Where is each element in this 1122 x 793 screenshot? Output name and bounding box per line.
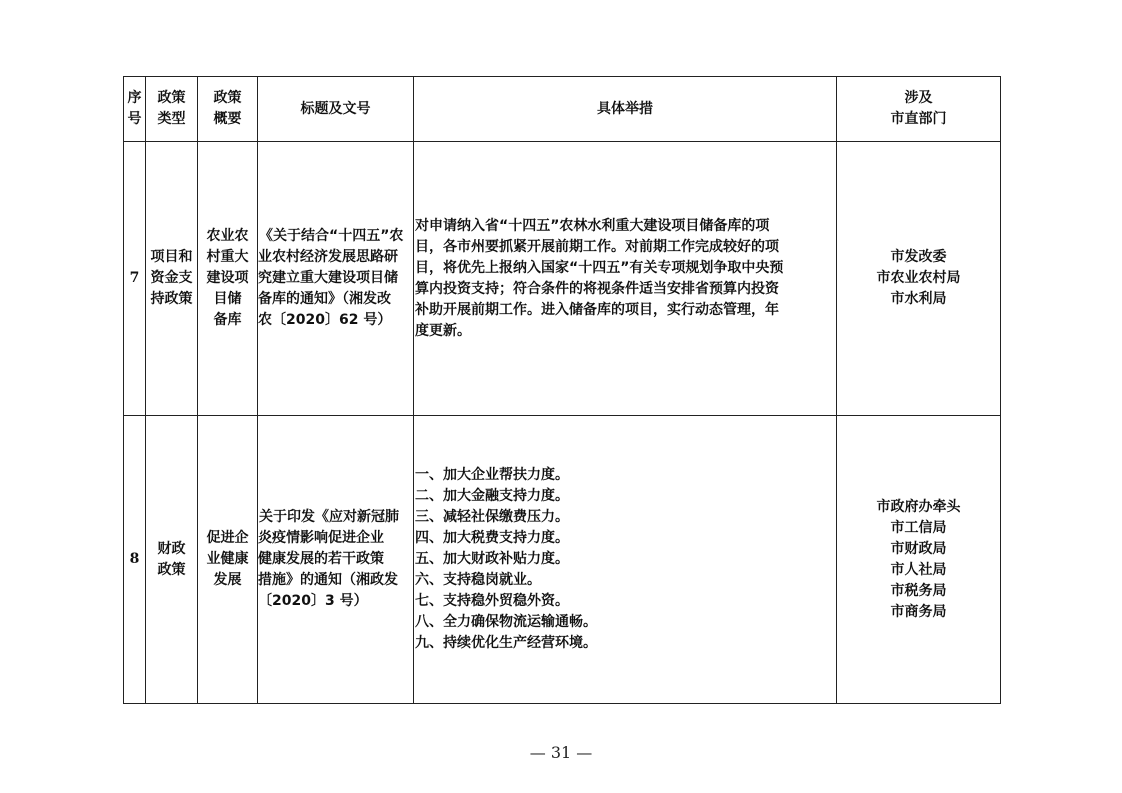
row-departments: 市政府办牵头 市工信局 市财政局 市人社局 市税务局 市商务局 bbox=[837, 416, 1001, 704]
row-seq: 8 bbox=[124, 416, 146, 704]
row-policy-type: 财政 政策 bbox=[146, 416, 198, 704]
row-title-doc: 《关于结合“十四五”农 业农村经济发展思路研 究建立重大建设项目储 备库的通知》（湘发改 农〔2020〕62 号） bbox=[258, 142, 414, 416]
table-header-row bbox=[124, 77, 1001, 142]
header-policy-summary: 政策 概要 bbox=[198, 77, 258, 142]
measure-item: 五、加大财政补贴力度。 bbox=[415, 551, 569, 567]
policy-table bbox=[123, 76, 1001, 704]
row-title-doc: 关于印发《应对新冠肺 炎疫情影响促进企业 健康发展的若干政策 措施》的通知（湘政发 〔2020〕3 号） bbox=[258, 416, 414, 704]
row-measures-list bbox=[414, 416, 837, 704]
table-row bbox=[124, 142, 1001, 416]
header-departments: 涉及 市直部门 bbox=[837, 77, 1001, 142]
measure-item: 一、加大企业帮扶力度。 bbox=[415, 467, 569, 483]
row-policy-type: 项目和 资金支 持政策 bbox=[146, 142, 198, 416]
measure-item: 二、加大金融支持力度。 bbox=[415, 488, 569, 504]
page-number: — 31 — bbox=[529, 743, 593, 762]
header-title-doc: 标题及文号 bbox=[258, 77, 414, 142]
measure-item: 七、支持稳外贸稳外资。 bbox=[415, 593, 569, 609]
row-measures: 对申请纳入省“十四五”农林水利重大建设项目储备库的项 目，各市州要抓紧开展前期工作。对前期工作完成较好的项 目，将优先上报纳入国家“十四五”有关专项规划争取中央预 算内投资支持；符合条件的将视条件适当安排省预算内投资 补助开展前期工作。进入储备库的项目，实行动态管理，年 度更新。 bbox=[414, 142, 837, 416]
row-seq: 7 bbox=[124, 142, 146, 416]
header-measures: 具体举措 bbox=[414, 77, 837, 142]
measure-item: 九、持续优化生产经营环境。 bbox=[415, 635, 597, 651]
measure-item: 八、全力确保物流运输通畅。 bbox=[415, 614, 597, 630]
row-policy-summary: 农业农 村重大 建设项 目储 备库 bbox=[198, 142, 258, 416]
header-seq: 序 号 bbox=[124, 77, 146, 142]
row-departments: 市发改委 市农业农村局 市水利局 bbox=[837, 142, 1001, 416]
row-policy-summary: 促进企 业健康 发展 bbox=[198, 416, 258, 704]
measure-item: 三、减轻社保缴费压力。 bbox=[415, 509, 569, 525]
measure-item: 四、加大税费支持力度。 bbox=[415, 530, 569, 546]
header-policy-type: 政策 类型 bbox=[146, 77, 198, 142]
measure-item: 六、支持稳岗就业。 bbox=[415, 572, 541, 588]
table-row bbox=[124, 416, 1001, 704]
